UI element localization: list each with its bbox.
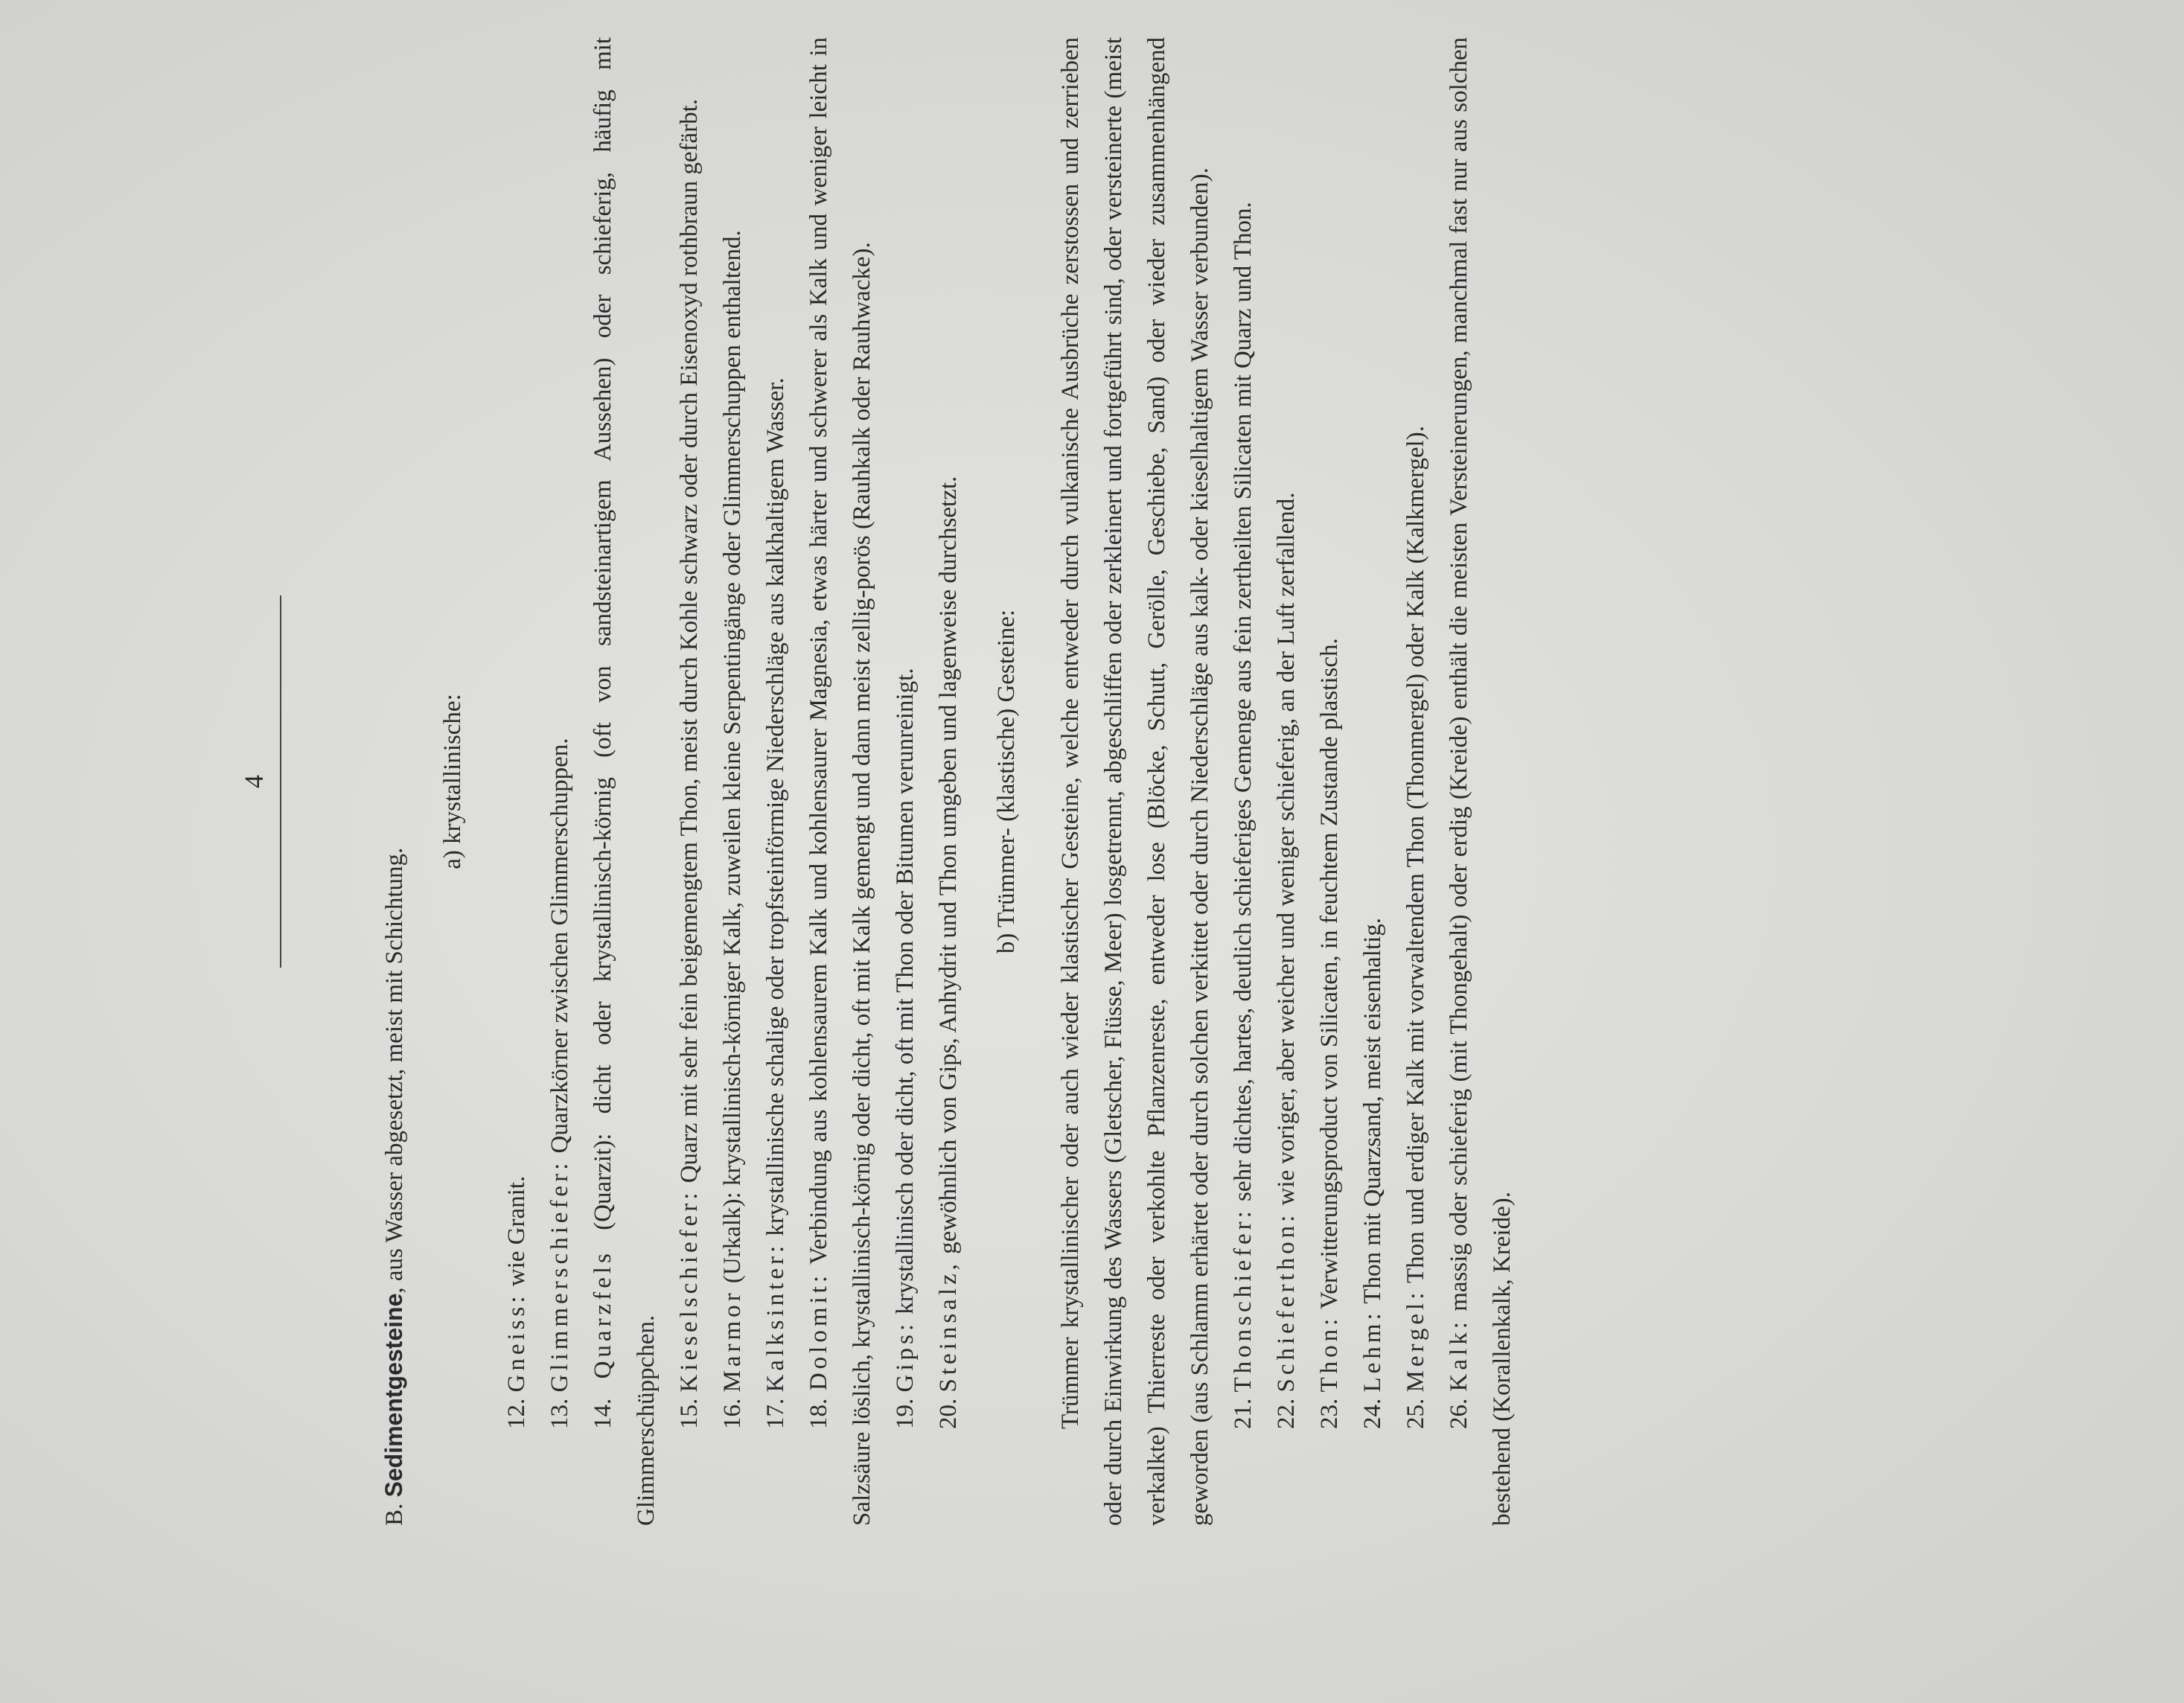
entry-term: Quarzfels bbox=[590, 1250, 616, 1379]
entry-number: 14. bbox=[590, 1398, 616, 1429]
header-rule bbox=[280, 595, 281, 968]
rock-entry bbox=[1394, 37, 1437, 1526]
entry-description: Quarz mit sehr fein beigemengtem Thon, meist durch Kohle schwarz oder durch Eisenoxyd rothbraun gefärbt. bbox=[676, 98, 703, 1189]
entry-description: Thon und erdiger Kalk mit vorwaltendem Thon (Thonmergel) oder Kalk (Kalkmergel). bbox=[1402, 426, 1429, 1289]
entry-number: 25. bbox=[1402, 1398, 1429, 1429]
entry-number: 24. bbox=[1359, 1398, 1386, 1429]
rock-entry bbox=[884, 37, 927, 1526]
entry-number: 13. bbox=[546, 1398, 573, 1429]
entry-description: Quarzkörner zwischen Glimmerschuppen. bbox=[546, 738, 573, 1160]
rock-entry bbox=[668, 37, 711, 1526]
section-letter: B. bbox=[381, 1503, 408, 1526]
entry-description: gewöhnlich von Gips, Anhydrit und Thon umgeben und lagenweise durchsetzt. bbox=[935, 476, 962, 1261]
subsection-b-heading: b) Trümmer- (klastische) Gesteine: bbox=[993, 609, 1020, 954]
entry-description: massig oder schieferig (mit Thongehalt) oder erdig (Kreide) enthält die meisten Versteinerungen, manchmal fast nur aus solchen bestehend (Korallenkalk, Kreide). bbox=[1446, 37, 1516, 1526]
entry-number: 18. bbox=[805, 1398, 832, 1429]
entry-number: 20. bbox=[935, 1398, 962, 1429]
entry-number: 17. bbox=[762, 1398, 789, 1429]
intro-paragraph: Trümmer krystallinischer oder auch wieder klastischer Gesteine, welche entweder durch vulkanische Ausbrüche zerstossen und zerrieben oder durch Einwirkung des Wassers (Gletscher, Flüsse, Meer) losgetrennt, abgeschliffen oder zerkleinert und fortgeführt sind, oder versteinerte (meist verkalkte) Thierreste oder verkohlte Pflanzenreste, entweder lose (Blöcke, Schutt, Gerölle, Geschiebe, Sand) oder wieder zusammenhängend geworden (aus Schlamm erhärtet oder durch solchen verkittet oder durch Niederschläge aus kalk- oder kieselhaltigem Wasser verbunden). bbox=[1057, 37, 1213, 1526]
items-krystallinische bbox=[495, 37, 970, 1526]
rock-entry bbox=[1222, 37, 1265, 1526]
entry-term: Schieferthon: bbox=[1273, 1211, 1300, 1393]
entry-term: Mergel: bbox=[1402, 1288, 1429, 1393]
entry-description: (Urkalk): krystallinisch-körniger Kalk, zuweilen kleine Serpentingänge oder Glimmerschuppen enthaltend. bbox=[719, 230, 746, 1290]
entry-number: 16. bbox=[719, 1398, 746, 1429]
entry-number: 15. bbox=[676, 1398, 703, 1429]
entry-term: Marmor bbox=[719, 1289, 746, 1393]
entry-description: krystallinische schalige oder tropfsteinförmige Niederschläge aus kalkhaltigem Wasser. bbox=[762, 377, 789, 1242]
rock-entry bbox=[1265, 37, 1308, 1526]
entry-term: Glimmerschiefer: bbox=[546, 1159, 573, 1393]
rotated-page-content bbox=[238, 37, 1524, 1526]
rock-entry bbox=[927, 37, 970, 1526]
entry-term: Thonschiefer: bbox=[1230, 1207, 1257, 1393]
entry-number: 19. bbox=[892, 1398, 919, 1429]
entry-term: Thon: bbox=[1316, 1314, 1343, 1393]
entry-term: Kieselschiefer: bbox=[676, 1189, 703, 1393]
rock-entry bbox=[1308, 37, 1351, 1526]
body-text bbox=[372, 37, 1524, 1526]
rock-entry bbox=[754, 37, 797, 1526]
entry-term: Dolomit: bbox=[805, 1271, 832, 1391]
rock-entry bbox=[1351, 37, 1394, 1526]
entry-description: Verwitterungsproduct von Silicaten, in feuchtem Zustande plastisch. bbox=[1316, 638, 1343, 1315]
entry-number: 26. bbox=[1446, 1398, 1472, 1429]
entry-term: Gips: bbox=[892, 1320, 919, 1393]
entry-number: 22. bbox=[1273, 1398, 1300, 1429]
entry-description: krystallinisch oder dicht, oft mit Thon oder Bitumen verunreinigt. bbox=[892, 668, 919, 1320]
entry-description: Verbindung aus kohlensaurem Kalk und kohlensaurer Magnesia, etwas härter und schwerer als Kalk und weniger leicht in Salzsäure löslich, krystallinisch-körnig oder dicht, oft mit Kalk gemengt und dann meist zellig-porös (Rauhkalk oder Rauhwacke). bbox=[805, 36, 875, 1526]
rock-entry bbox=[538, 37, 581, 1526]
section-title: Sedimentgesteine bbox=[380, 1293, 407, 1498]
rock-entry bbox=[581, 37, 668, 1526]
rock-entry bbox=[797, 37, 884, 1526]
entry-description: Thon mit Quarzsand, meist eisenhaltig. bbox=[1359, 917, 1386, 1310]
page-number: 4 bbox=[239, 775, 269, 788]
entry-description: (Quarzit): dicht oder krystallinisch-körnig (oft von sandsteinartigem Aussehen) oder schieferig, häufig mit Glimmerschüppchen. bbox=[590, 36, 660, 1526]
rock-entry bbox=[495, 37, 538, 1526]
entry-number: 23. bbox=[1316, 1398, 1343, 1429]
subsection-a-heading: a) krystallinische: bbox=[439, 694, 466, 869]
section-heading bbox=[372, 37, 416, 1526]
entry-term: Lehm: bbox=[1359, 1309, 1386, 1393]
entry-description: wie Granit. bbox=[503, 1175, 530, 1293]
entry-term: Kalksinter: bbox=[762, 1242, 789, 1393]
entry-description: wie voriger, aber weicher und weniger schieferig, an der Luft zerfallend. bbox=[1273, 492, 1300, 1212]
entry-term: Kalk: bbox=[1446, 1318, 1472, 1392]
items-truemmer bbox=[1222, 37, 1524, 1526]
rock-entry bbox=[1437, 37, 1524, 1526]
entry-term: Gneiss: bbox=[503, 1292, 530, 1393]
entry-term: Steinsalz, bbox=[935, 1260, 962, 1393]
rock-entry bbox=[711, 37, 754, 1526]
entry-description: sehr dichtes, hartes, deutlich schieferiges Gemenge aus fein zertheilten Silicaten mit Quarz und Thon. bbox=[1230, 202, 1257, 1208]
section-subtitle: , aus Wasser abgesetzt, meist mit Schichtung. bbox=[381, 847, 408, 1294]
entry-number: 21. bbox=[1230, 1398, 1257, 1429]
page-header bbox=[238, 37, 275, 1526]
entry-number: 12. bbox=[503, 1398, 530, 1429]
